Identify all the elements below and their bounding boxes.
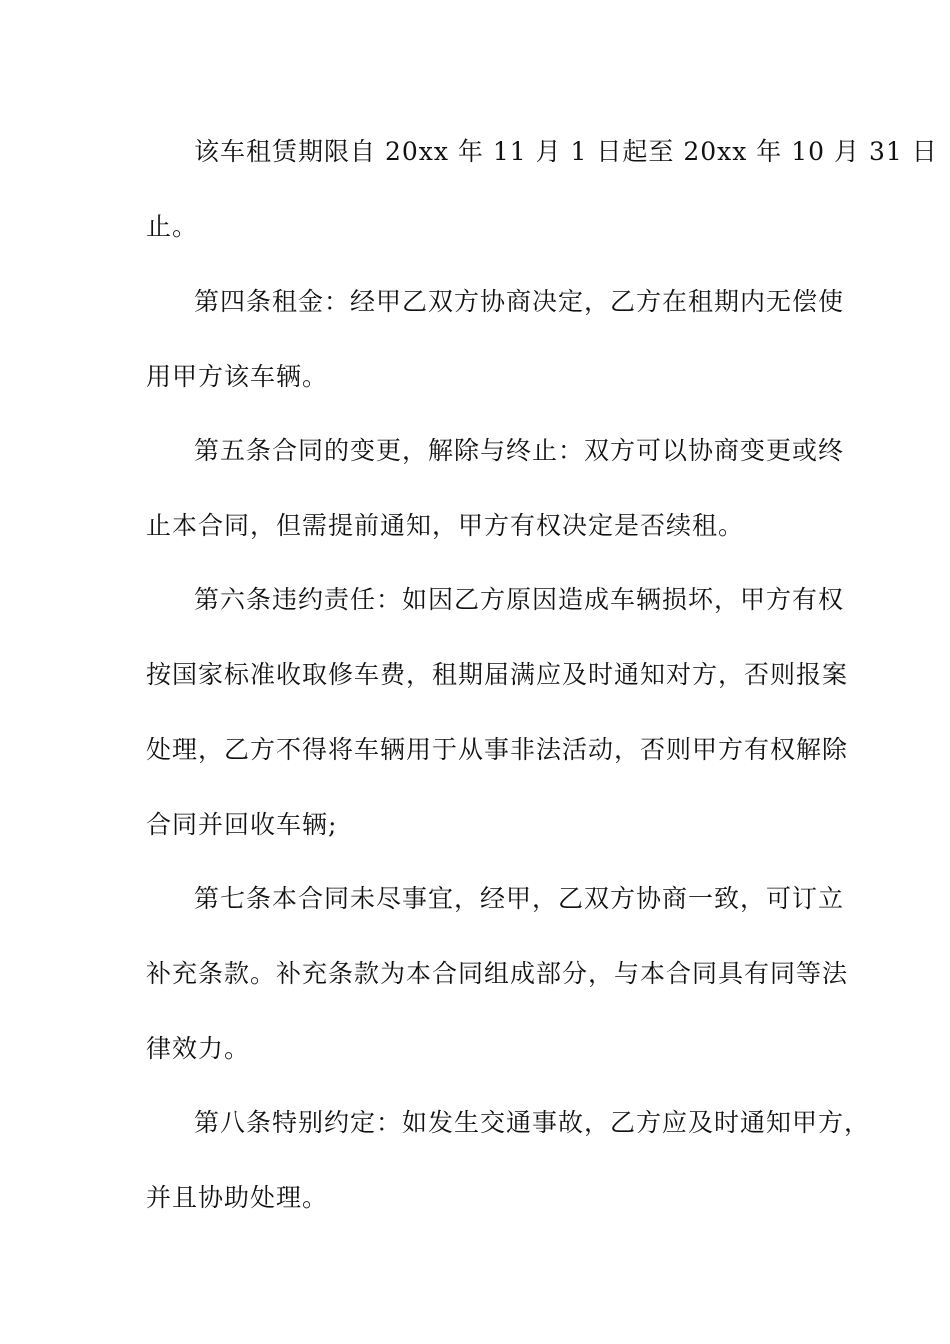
article-7-supplement-line-1: 第七条本合同未尽事宜，经甲，乙双方协商一致，可订立: [194, 884, 845, 913]
article-7-supplement-line-3: 律效力。: [146, 1034, 251, 1063]
article-6-liability-line-3: 处理，乙方不得将车辆用于从事非法活动，否则甲方有权解除: [146, 735, 849, 764]
article-6-liability-line-2: 按国家标准收取修车费，租期届满应及时通知对方，否则报案: [146, 660, 849, 689]
paragraph-lease-term-line-1: 该车租赁期限自 20xx 年 11 月 1 日起至 20xx 年 10 月 31 日: [194, 137, 938, 166]
article-8-special-line-2: 并且协助处理。: [146, 1183, 329, 1212]
article-5-change-line-1: 第五条合同的变更，解除与终止：双方可以协商变更或终: [194, 436, 845, 465]
article-6-liability-line-4: 合同并回收车辆;: [146, 810, 338, 839]
article-4-rent-line-2: 用甲方该车辆。: [146, 362, 329, 391]
paragraph-lease-term-line-2: 止。: [146, 212, 199, 241]
article-5-change-line-2: 止本合同，但需提前通知，甲方有权决定是否续租。: [146, 511, 745, 540]
article-4-rent-line-1: 第四条租金：经甲乙双方协商决定，乙方在租期内无偿使: [194, 287, 845, 316]
article-7-supplement-line-2: 补充条款。补充条款为本合同组成部分，与本合同具有同等法: [146, 959, 849, 988]
article-8-special-line-1: 第八条特别约定：如发生交通事故，乙方应及时通知甲方，: [194, 1108, 871, 1137]
article-6-liability-line-1: 第六条违约责任：如因乙方原因造成车辆损坏，甲方有权: [194, 585, 845, 614]
